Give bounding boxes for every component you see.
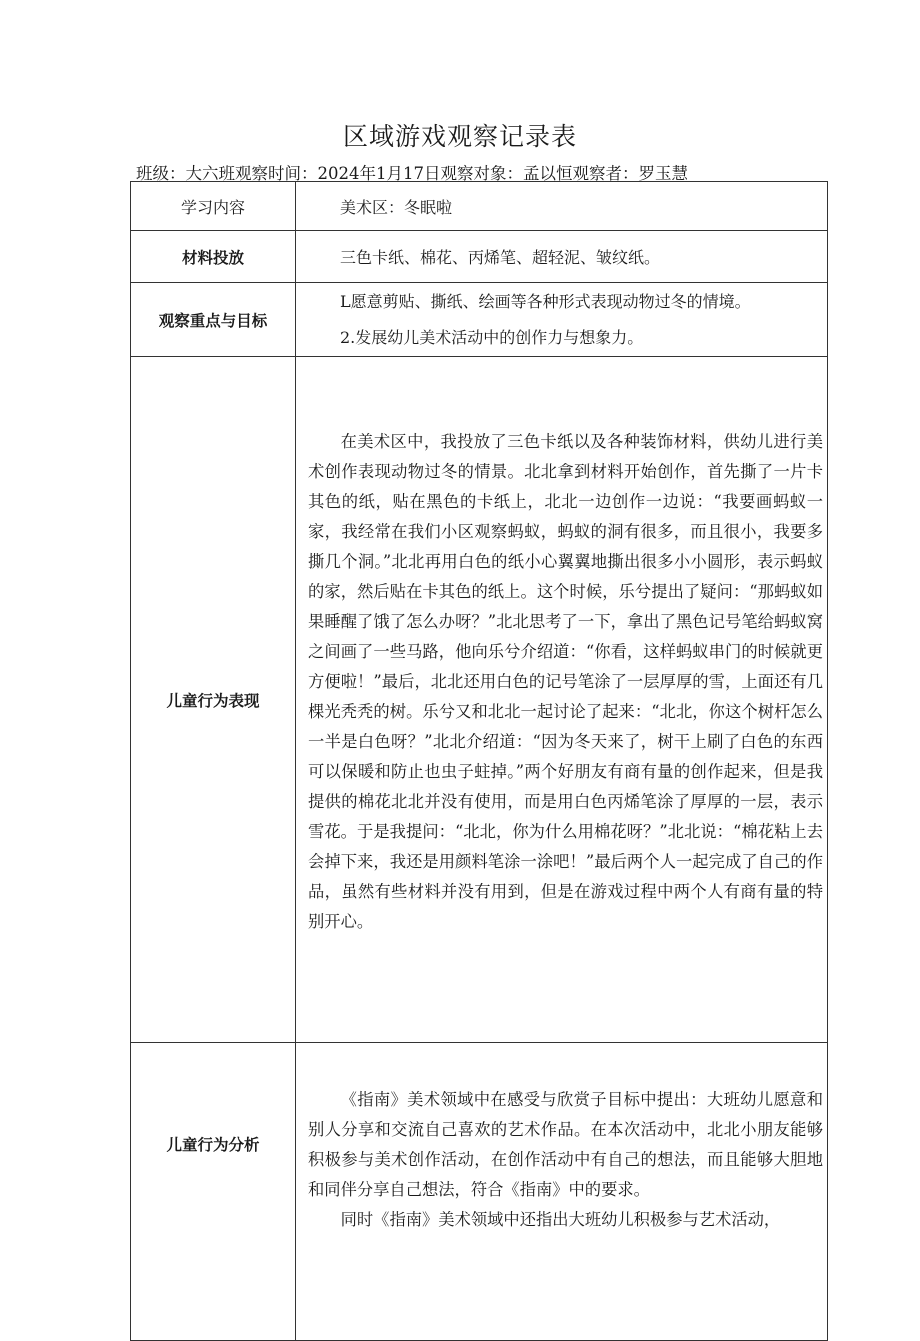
value-analysis xyxy=(296,1043,828,1341)
page-title: 区域游戏观察记录表 xyxy=(342,122,577,151)
value-behavior xyxy=(296,357,828,1043)
analysis-paragraph-1: 《指南》美术领域中在感受与欣赏子目标中提出：大班幼儿愿意和别人分享和交流自己喜欢的艺术作品。在本次活动中，北北小朋友能够积极参与美术创作活动，在创作活动中有自己的想法，而且能够大胆地和同伴分享自己想法，符合《指南》中的要求。 xyxy=(308,1090,823,1199)
value-content: 美术区：冬眠啦 xyxy=(296,182,828,231)
value-materials: 三色卡纸、棉花、丙烯笔、超轻泥、皱纹纸。 xyxy=(296,231,828,283)
analysis-paragraph-2: 同时《指南》美术领域中还指出大班幼儿积极参与艺术活动， xyxy=(340,1210,781,1229)
row-behavior xyxy=(131,357,828,1043)
observation-table xyxy=(130,181,828,1341)
row-content xyxy=(131,182,828,231)
value-goals xyxy=(296,283,828,357)
behavior-text: 在美术区中，我投放了三色卡纸以及各种装饰材料，供幼儿进行美术创作表现动物过冬的情景。北北拿到材料开始创作，首先撕了一片卡其色的纸，贴在黑色的卡纸上，北北一边创作一边说：“我要画蚂蚁一家，我经常在我们小区观察蚂蚁，蚂蚁的洞有很多，而且很小，我要多撕几个洞。”北北再用白色的纸小心翼翼地撕出很多小小圆形，表示蚂蚁的家，然后贴在卡其色的纸上。这个时候，乐兮提出了疑问：“那蚂蚁如果睡醒了饿了怎么办呀？”北北思考了一下，拿出了黑色记号笔给蚂蚁窝之间画了一些马路，他向乐兮介绍道：“你看，这样蚂蚁串门的时候就更方便啦！”最后，北北还用白色的记号笔涂了一层厚厚的雪，上面还有几棵光秃秃的树。乐兮又和北北一起讨论了起来：“北北，你这个树杆怎么一半是白色呀？”北北介绍道：“因为冬天来了，树干上刷了白色的东西可以保暖和防止也虫子蛀掉。”两个好朋友有商有量的创作起来，但是我提供的棉花北北并没有使用，而是用白色丙烯笔涂了厚厚的一层，表示雪花。于是我提问：“北北，你为什么用棉花呀？”北北说：“棉花粘上去会掉下来，我还是用颜料笔涂一涂吧！”最后两个人一起完成了自己的作品，虽然有些材料并没有用到，但是在游戏过程中两个人有商有量的特别开心。 xyxy=(308,432,823,931)
row-goals xyxy=(131,283,828,357)
record-meta: 班级：大六班观察时间：2024年1月17日观察对象：孟以恒观察者：罗玉慧 xyxy=(136,164,688,183)
label-goals: 观察重点与目标 xyxy=(131,283,296,357)
goal-item-2: 2.发展幼儿美术活动中的创作力与想象力。 xyxy=(340,327,644,347)
row-materials xyxy=(131,231,828,283)
label-materials: 材料投放 xyxy=(131,231,296,283)
label-content: 学习内容 xyxy=(131,182,296,231)
label-behavior: 儿童行为表现 xyxy=(131,357,296,1043)
row-analysis xyxy=(131,1043,828,1341)
label-analysis: 儿童行为分析 xyxy=(131,1043,296,1341)
goal-item-1: L愿意剪贴、撕纸、绘画等各种形式表现动物过冬的情境。 xyxy=(340,291,751,311)
